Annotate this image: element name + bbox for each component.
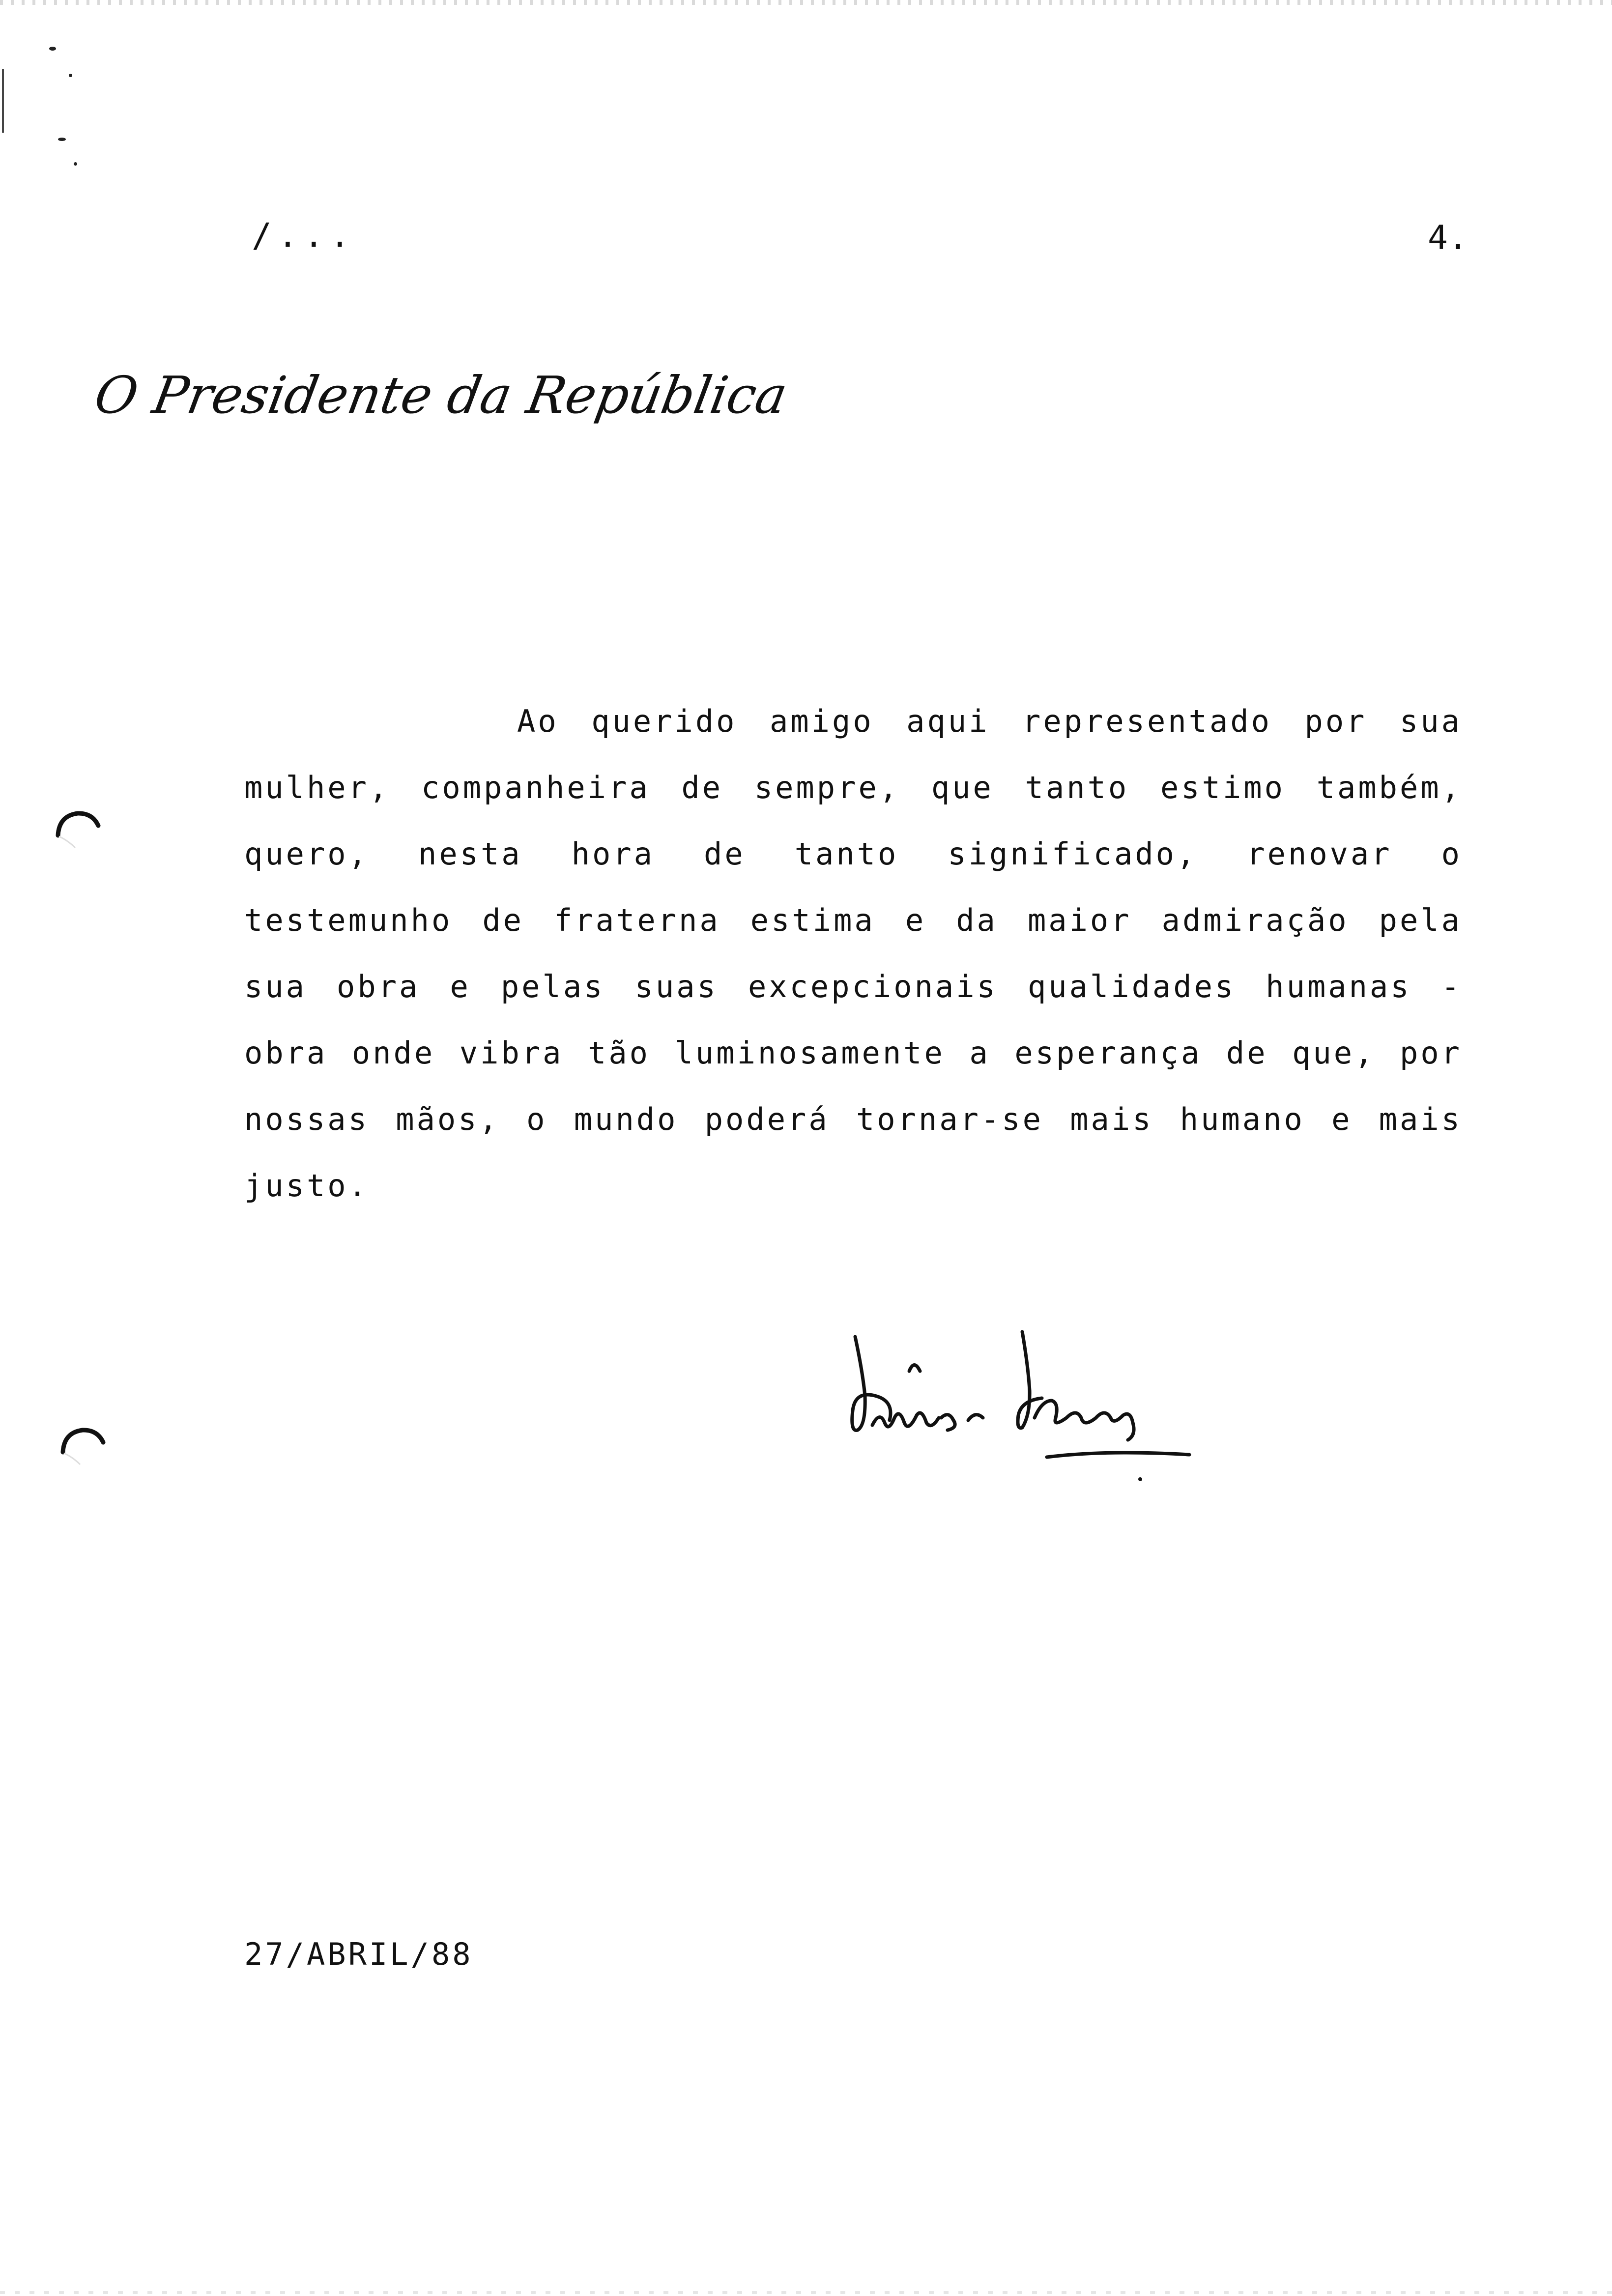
continuation-mark: /... <box>252 216 356 255</box>
letter-date: 27/ABRIL/88 <box>244 1936 473 1972</box>
letter-body: Ao querido amigo aqui representado por sua mulher, companheira de sempre, que tanto estimo também, quero, nesta hora de tanto significado, renovar o testemunho de fraterna estima e da maior admiração pela sua obra e pelas suas excepcionais qualidades humanas - obra onde vibra tão luminosamente a esperança de que, por nossas mãos, o mundo poderá tornar-se mais humano e mais justo. <box>244 703 1462 1204</box>
page-number: 4. <box>1428 219 1468 258</box>
scan-speck <box>69 74 72 77</box>
letterhead-title <box>90 351 792 440</box>
scan-edge-top <box>0 0 1612 5</box>
scan-speck <box>49 47 56 51</box>
punch-hole-icon <box>53 806 102 855</box>
punch-hole-icon <box>58 1423 107 1472</box>
scan-edge-bottom <box>0 2291 1612 2294</box>
letterhead-title-text: O Presidente da República <box>90 365 792 425</box>
handwritten-signature <box>835 1312 1209 1499</box>
scan-speck <box>74 162 77 166</box>
scan-speck <box>58 138 66 141</box>
scan-edge-left <box>2 69 4 133</box>
